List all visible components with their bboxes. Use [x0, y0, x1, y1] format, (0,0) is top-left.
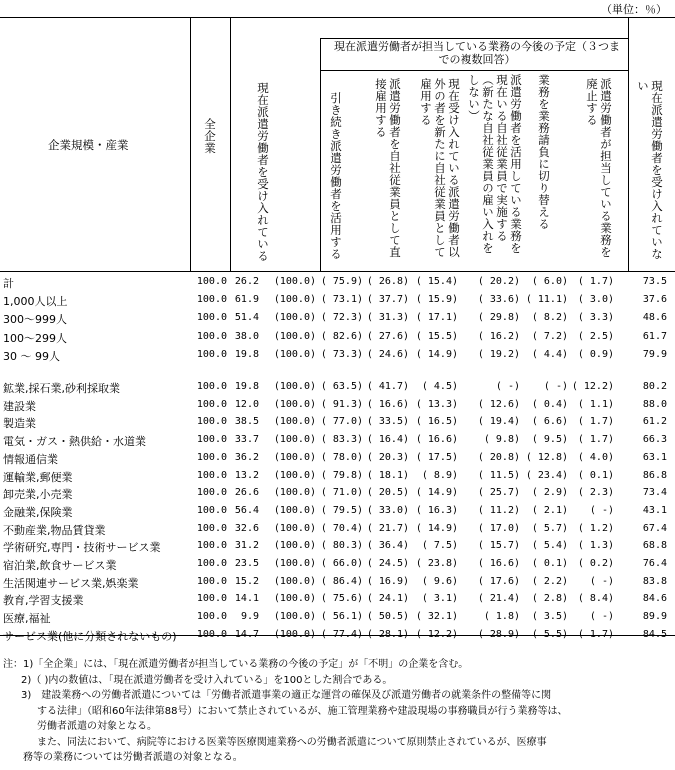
- notes: [3, 657, 671, 766]
- row-label: 情報通信業: [3, 452, 58, 466]
- divider-not: [628, 17, 629, 272]
- cell-not: 43.1: [642, 504, 667, 516]
- cell-p4: ( 15.7): [477, 540, 520, 552]
- divider-plan-left: [320, 38, 321, 272]
- cell-p4: ( 25.7): [477, 487, 520, 499]
- cell-p3: ( 12.2): [415, 628, 458, 640]
- cell-not: 84.5: [642, 628, 667, 640]
- cell-acc: 23.5: [234, 558, 259, 569]
- header-plan-group-text: 現在派遣労働者が担当している業務の今後の予定（３つまでの複数回答）: [334, 40, 620, 66]
- cell-not: 67.4: [642, 522, 667, 534]
- cell-not: 80.2: [642, 381, 667, 392]
- row-label: 卸売業,小売業: [3, 488, 73, 502]
- cell-p6: ( 1.7): [577, 416, 614, 428]
- cell-all: 100.0: [196, 330, 227, 342]
- cell-p5: ( 5.4): [531, 540, 568, 552]
- cell-p2: ( 28.1): [366, 628, 409, 640]
- cell-p2: ( 24.1): [366, 593, 409, 605]
- cell-not: 88.0: [642, 398, 667, 410]
- header-row-label: 企業規模・産業: [48, 138, 129, 152]
- cell-p1: ( 77.0): [320, 416, 363, 428]
- cell-p5: ( 2.9): [531, 487, 568, 499]
- note-line: 労働者派遣の対象となる。: [37, 721, 157, 732]
- cell-base: (100.0): [273, 522, 316, 534]
- cell-p2: ( 16.9): [366, 575, 409, 587]
- cell-base: (100.0): [273, 434, 316, 446]
- cell-p6: ( -): [589, 504, 614, 516]
- cell-base: (100.0): [273, 575, 316, 587]
- cell-p3: ( 14.9): [415, 522, 458, 534]
- header-accepting: 現在派遣労働者を受け入れている: [256, 82, 270, 262]
- header-plan-3: 現在受け入れている派遣労働者以外の者を新たに自社従業員として雇用する: [419, 78, 461, 258]
- cell-p5: ( 9.5): [531, 434, 568, 446]
- cell-p1: ( 79.8): [320, 469, 363, 481]
- cell-p2: ( 24.5): [366, 558, 409, 569]
- cell-acc: 32.6: [234, 522, 259, 534]
- row-label: サービス業(他に分類されないもの): [3, 629, 177, 643]
- cell-not: 89.9: [642, 611, 667, 623]
- cell-acc: 61.9: [234, 294, 259, 306]
- cell-p2: ( 41.7): [366, 381, 409, 392]
- cell-not: 76.4: [642, 558, 667, 569]
- cell-p3: ( 7.5): [421, 540, 458, 552]
- cell-not: 73.4: [642, 487, 667, 499]
- cell-acc: 33.7: [234, 434, 259, 446]
- cell-not: 61.2: [642, 416, 667, 428]
- cell-base: (100.0): [273, 487, 316, 499]
- cell-p4: ( 9.8): [483, 434, 520, 446]
- divider-label: [190, 17, 191, 272]
- cell-p1: ( 79.5): [320, 504, 363, 516]
- note-line: する法律」（昭和60年法律第88号）において禁止されているが、施工管理業務や建設現場の事務職員が行う業務等は、: [37, 705, 568, 717]
- cell-base: (100.0): [273, 504, 316, 516]
- cell-p6: ( 2.3): [577, 487, 614, 499]
- cell-not: 48.6: [642, 312, 667, 324]
- cell-p2: ( 26.8): [366, 276, 409, 287]
- cell-p4: ( 11.5): [477, 469, 520, 481]
- cell-p5: ( 7.2): [531, 330, 568, 342]
- cell-all: 100.0: [196, 276, 227, 287]
- cell-all: 100.0: [196, 294, 227, 306]
- row-label: 医療,福祉: [3, 612, 51, 626]
- cell-p4: ( 11.2): [477, 504, 520, 516]
- cell-p4: ( 33.6): [477, 294, 520, 306]
- cell-base: (100.0): [273, 628, 316, 640]
- cell-p4: ( 19.2): [477, 348, 520, 360]
- cell-base: (100.0): [273, 398, 316, 410]
- cell-all: 100.0: [196, 398, 227, 410]
- unit-label: （単位：％）: [601, 3, 667, 16]
- cell-all: 100.0: [196, 540, 227, 552]
- note-line: また、同法において、病院等における医業等医療関連業務への労働者派遣について原則禁止されているが、医療事: [37, 736, 547, 748]
- cell-all: 100.0: [196, 487, 227, 499]
- cell-p6: ( -): [589, 575, 614, 587]
- cell-acc: 38.0: [234, 330, 259, 342]
- cell-p4: ( -): [495, 381, 520, 392]
- cell-p1: ( 77.4): [320, 628, 363, 640]
- cell-base: (100.0): [273, 469, 316, 481]
- cell-base: (100.0): [273, 312, 316, 324]
- cell-p3: ( 32.1): [415, 611, 458, 623]
- plan-group-top: [320, 38, 628, 39]
- cell-p6: ( 0.2): [577, 558, 614, 569]
- cell-p4: ( 19.4): [477, 416, 520, 428]
- cell-p4: ( 1.8): [483, 611, 520, 623]
- cell-p2: ( 27.6): [366, 330, 409, 342]
- header-plan-4: 派遣労働者を活用している業務を現在いる自社従業員で実施する（新たな自社従業員の雇い入れをしない）: [467, 74, 523, 254]
- cell-acc: 9.9: [240, 611, 259, 623]
- cell-p4: ( 21.4): [477, 593, 520, 605]
- cell-all: 100.0: [196, 434, 227, 446]
- cell-p1: ( 75.6): [320, 593, 363, 605]
- cell-base: (100.0): [273, 611, 316, 623]
- cell-p1: ( 72.3): [320, 312, 363, 324]
- cell-p3: ( 14.9): [415, 348, 458, 360]
- cell-not: 86.8: [642, 469, 667, 481]
- table-top-rule: [0, 17, 675, 18]
- cell-p1: ( 73.1): [320, 294, 363, 306]
- cell-p5: ( 6.6): [531, 416, 568, 428]
- cell-p6: ( -): [589, 611, 614, 623]
- cell-base: (100.0): [273, 451, 316, 463]
- cell-all: 100.0: [196, 593, 227, 605]
- row-label: 100～299人: [3, 331, 67, 345]
- cell-p2: ( 18.1): [366, 469, 409, 481]
- cell-p3: ( 14.9): [415, 487, 458, 499]
- cell-p1: ( 82.6): [320, 330, 363, 342]
- cell-p6: ( 3.0): [577, 294, 614, 306]
- cell-p3: ( 16.3): [415, 504, 458, 516]
- cell-p1: ( 86.4): [320, 575, 363, 587]
- cell-p4: ( 12.6): [477, 398, 520, 410]
- cell-p5: ( -): [543, 381, 568, 392]
- cell-p1: ( 66.0): [320, 558, 363, 569]
- note-line: 務等の業務については労働者派遣の対象となる。: [23, 752, 243, 763]
- cell-base: (100.0): [273, 540, 316, 552]
- cell-p6: ( 2.5): [577, 330, 614, 342]
- cell-p2: ( 24.6): [366, 348, 409, 360]
- cell-p1: ( 75.9): [320, 276, 363, 287]
- cell-not: 63.1: [642, 451, 667, 463]
- row-label: 1,000人以上: [3, 295, 68, 309]
- cell-p4: ( 20.8): [477, 451, 520, 463]
- cell-p2: ( 21.7): [366, 522, 409, 534]
- row-label: 不動産業,物品賃貸業: [3, 523, 106, 537]
- row-label: 学術研究,専門・技術サービス業: [3, 541, 161, 555]
- row-label: 金融業,保険業: [3, 505, 73, 519]
- cell-p5: ( 3.5): [531, 611, 568, 623]
- cell-acc: 12.0: [234, 398, 259, 410]
- cell-p5: ( 4.4): [531, 348, 568, 360]
- cell-all: 100.0: [196, 504, 227, 516]
- cell-p6: ( 12.2): [571, 381, 614, 392]
- cell-p1: ( 56.1): [320, 611, 363, 623]
- cell-p5: ( 5.5): [531, 628, 568, 640]
- cell-p6: ( 4.0): [577, 451, 614, 463]
- cell-p3: ( 13.3): [415, 398, 458, 410]
- cell-all: 100.0: [196, 628, 227, 640]
- cell-p5: ( 0.4): [531, 398, 568, 410]
- cell-p4: ( 17.6): [477, 575, 520, 587]
- cell-p2: ( 33.5): [366, 416, 409, 428]
- cell-p5: ( 11.1): [525, 294, 568, 306]
- cell-p6: ( 0.1): [577, 469, 614, 481]
- cell-p5: ( 2.8): [531, 593, 568, 605]
- cell-acc: 14.7: [234, 628, 259, 640]
- note-line: 注：1)「全企業」には、「現在派遣労働者が担当している業務の今後の予定」が「不明」の企業を含む。: [3, 659, 469, 670]
- cell-p6: ( 1.1): [577, 398, 614, 410]
- cell-base: (100.0): [273, 330, 316, 342]
- cell-p5: ( 6.0): [531, 276, 568, 287]
- cell-all: 100.0: [196, 416, 227, 428]
- cell-p2: ( 50.5): [366, 611, 409, 623]
- row-label: 300～999人: [3, 313, 67, 327]
- cell-acc: 14.1: [234, 593, 259, 605]
- cell-acc: 56.4: [234, 504, 259, 516]
- cell-p3: ( 15.9): [415, 294, 458, 306]
- cell-base: (100.0): [273, 416, 316, 428]
- cell-p6: ( 1.7): [577, 276, 614, 287]
- cell-not: 84.6: [642, 593, 667, 605]
- cell-not: 73.5: [642, 276, 667, 287]
- cell-p6: ( 1.7): [577, 434, 614, 446]
- cell-p3: ( 3.1): [421, 593, 458, 605]
- cell-acc: 26.2: [234, 276, 259, 287]
- cell-acc: 51.4: [234, 312, 259, 324]
- cell-p6: ( 1.3): [577, 540, 614, 552]
- row-label: 電気・ガス・熱供給・水道業: [3, 435, 146, 449]
- cell-acc: 36.2: [234, 451, 259, 463]
- cell-acc: 31.2: [234, 540, 259, 552]
- cell-p4: ( 29.8): [477, 312, 520, 324]
- cell-all: 100.0: [196, 451, 227, 463]
- cell-p2: ( 20.5): [366, 487, 409, 499]
- cell-acc: 38.5: [234, 416, 259, 428]
- header-plan-1: 引き続き派遣労働者を活用する: [329, 92, 343, 260]
- cell-not: 66.3: [642, 434, 667, 446]
- note-line: 3) 建設業務への労働者派遣については「労働者派遣事業の適正な運営の確保及び派遣労働者の就業条件の整備等に関: [21, 690, 552, 701]
- cell-p6: ( 3.3): [577, 312, 614, 324]
- header-plan-6: 派遣労働者が担当している業務を廃止する: [585, 78, 613, 258]
- cell-p3: ( 16.6): [415, 434, 458, 446]
- cell-p1: ( 78.0): [320, 451, 363, 463]
- cell-p6: ( 1.2): [577, 522, 614, 534]
- cell-p3: ( 9.6): [421, 575, 458, 587]
- header-plan-group: [332, 40, 622, 66]
- cell-p5: ( 5.7): [531, 522, 568, 534]
- cell-all: 100.0: [196, 558, 227, 569]
- cell-p5: ( 2.1): [531, 504, 568, 516]
- row-label: 生活関連サービス業,娯楽業: [3, 576, 139, 590]
- cell-p2: ( 31.3): [366, 312, 409, 324]
- cell-not: 83.8: [642, 575, 667, 587]
- cell-p6: ( 0.9): [577, 348, 614, 360]
- cell-all: 100.0: [196, 611, 227, 623]
- row-label: 建設業: [3, 399, 36, 413]
- cell-p3: ( 17.5): [415, 451, 458, 463]
- cell-all: 100.0: [196, 575, 227, 587]
- note-line: 2)（ )内の数値は、「現在派遣労働者を受け入れている」を100とした割合である。: [21, 674, 393, 686]
- header-bottom-rule: [0, 271, 675, 272]
- cell-p1: ( 63.5): [320, 381, 363, 392]
- row-label: 運輸業,郵便業: [3, 470, 73, 484]
- cell-all: 100.0: [196, 469, 227, 481]
- cell-p2: ( 16.4): [366, 434, 409, 446]
- cell-p5: ( 2.2): [531, 575, 568, 587]
- cell-p3: ( 17.1): [415, 312, 458, 324]
- cell-p4: ( 28.9): [477, 628, 520, 640]
- cell-acc: 15.2: [234, 575, 259, 587]
- cell-p6: ( 1.7): [577, 628, 614, 640]
- cell-p2: ( 36.4): [366, 540, 409, 552]
- cell-not: 61.7: [642, 330, 667, 342]
- cell-acc: 19.8: [234, 381, 259, 392]
- cell-p3: ( 4.5): [421, 381, 458, 392]
- cell-all: 100.0: [196, 348, 227, 360]
- cell-p3: ( 15.4): [415, 276, 458, 287]
- row-label: 教育,学習支援業: [3, 594, 84, 608]
- cell-acc: 13.2: [234, 469, 259, 481]
- cell-acc: 26.6: [234, 487, 259, 499]
- cell-p4: ( 16.2): [477, 330, 520, 342]
- cell-not: 68.8: [642, 540, 667, 552]
- row-label: 計: [3, 277, 14, 290]
- cell-p1: ( 83.3): [320, 434, 363, 446]
- header-plan-2: 派遣労働者を自社従業員として直接雇用する: [374, 78, 402, 258]
- header-plan-5: 業務を業務請負に切り替える: [537, 74, 551, 230]
- cell-base: (100.0): [273, 558, 316, 569]
- cell-p1: ( 70.4): [320, 522, 363, 534]
- cell-acc: 19.8: [234, 348, 259, 360]
- cell-p5: ( 8.2): [531, 312, 568, 324]
- row-label: 宿泊業,飲食サービス業: [3, 559, 117, 572]
- cell-p5: ( 12.8): [525, 451, 568, 463]
- row-label: 鉱業,採石業,砂利採取業: [3, 382, 120, 395]
- plan-group-bottom: [320, 70, 628, 71]
- cell-p6: ( 8.4): [577, 593, 614, 605]
- cell-p2: ( 37.7): [366, 294, 409, 306]
- cell-p4: ( 20.2): [477, 276, 520, 287]
- cell-not: 79.9: [642, 348, 667, 360]
- cell-not: 37.6: [642, 294, 667, 306]
- cell-p4: ( 16.6): [477, 558, 520, 569]
- divider-all: [230, 17, 231, 272]
- row-label: 30 ～ 99人: [3, 349, 60, 363]
- cell-base: (100.0): [273, 593, 316, 605]
- row-label: 製造業: [3, 417, 36, 431]
- cell-base: (100.0): [273, 276, 316, 287]
- cell-all: 100.0: [196, 381, 227, 392]
- cell-p3: ( 15.5): [415, 330, 458, 342]
- cell-p2: ( 16.6): [366, 398, 409, 410]
- header-not-accepting: 現在派遣労働者を受け入れていない: [636, 80, 664, 260]
- cell-p3: ( 23.8): [415, 558, 458, 569]
- header-all: 全企業: [203, 118, 217, 154]
- cell-p3: ( 16.5): [415, 416, 458, 428]
- cell-p3: ( 8.9): [421, 469, 458, 481]
- cell-base: (100.0): [273, 381, 316, 392]
- cell-p2: ( 20.3): [366, 451, 409, 463]
- cell-p1: ( 73.3): [320, 348, 363, 360]
- cell-all: 100.0: [196, 522, 227, 534]
- cell-p5: ( 0.1): [531, 558, 568, 569]
- cell-p5: ( 23.4): [525, 469, 568, 481]
- cell-base: (100.0): [273, 348, 316, 360]
- cell-p1: ( 71.0): [320, 487, 363, 499]
- cell-base: (100.0): [273, 294, 316, 306]
- cell-all: 100.0: [196, 312, 227, 324]
- cell-p1: ( 91.3): [320, 398, 363, 410]
- cell-p2: ( 33.0): [366, 504, 409, 516]
- cell-p1: ( 80.3): [320, 540, 363, 552]
- cell-p4: ( 17.0): [477, 522, 520, 534]
